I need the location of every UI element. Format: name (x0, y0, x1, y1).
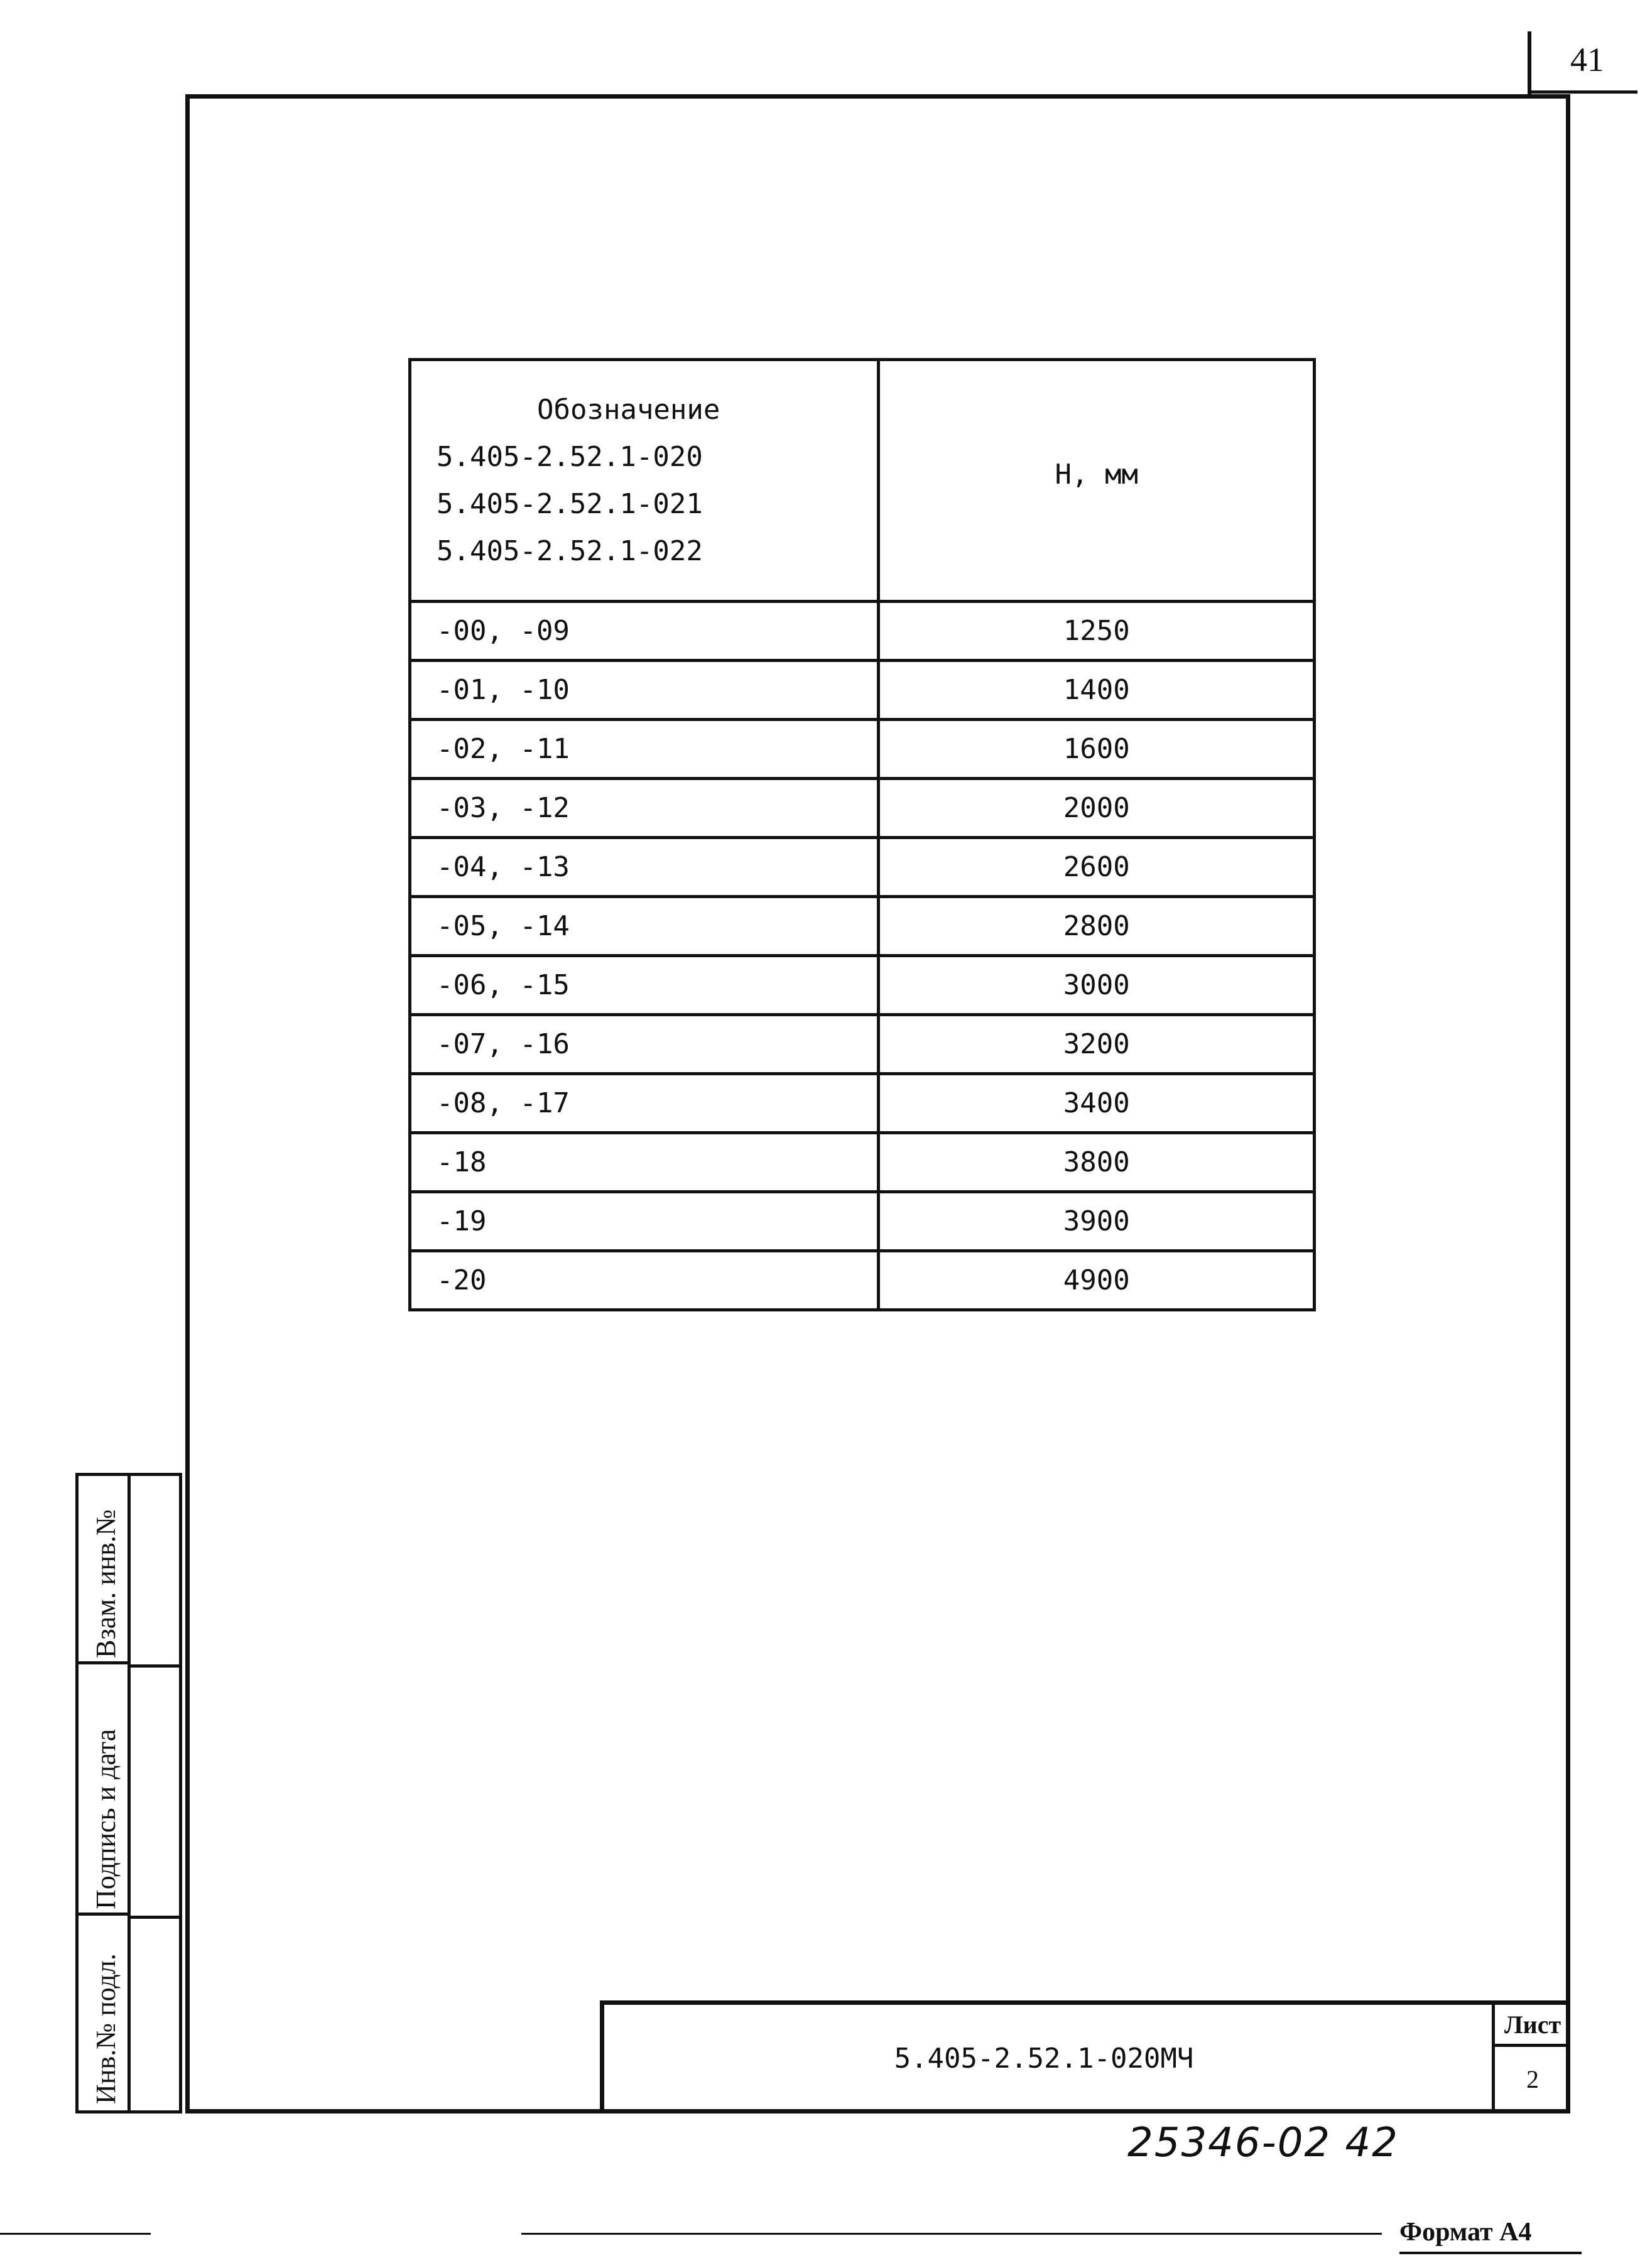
header-h-cell (879, 360, 1315, 602)
bottom-rule-left (0, 2233, 151, 2235)
h-value-cell: 2000 (879, 779, 1315, 838)
variant-cell: -19 (410, 1192, 879, 1251)
sheet-box-divider (1495, 2044, 1570, 2047)
sheet-box (1492, 2005, 1570, 2113)
top-right-tick (1528, 31, 1531, 94)
h-value-cell: 3200 (879, 1015, 1315, 1074)
table-row (410, 720, 1315, 779)
h-value-cell: 1600 (879, 720, 1315, 779)
header-designation-1: 5.405-2.52.1-020 (437, 441, 703, 473)
side-label-inv-original: Инв.№ подл. (90, 1953, 121, 2104)
header-designation-title: Обозначение (537, 394, 720, 426)
h-value-cell: 3400 (879, 1074, 1315, 1133)
h-value-cell: 1400 (879, 661, 1315, 720)
table-row (410, 602, 1315, 661)
side-seg-inv-original (79, 1916, 128, 2110)
variant-cell: -18 (410, 1133, 879, 1192)
variant-cell: -00, -09 (410, 602, 879, 661)
table-header-row (410, 360, 1315, 602)
h-value-cell: 2800 (879, 897, 1315, 956)
table-row (410, 1133, 1315, 1192)
spec-table (408, 358, 1316, 1311)
h-value-cell: 3800 (879, 1133, 1315, 1192)
table-row (410, 661, 1315, 720)
sheet-page-number: 41 (1570, 41, 1604, 79)
variant-cell: -08, -17 (410, 1074, 879, 1133)
side-stamp-divider-1 (131, 1664, 182, 1668)
format-label: Формат А4 (1399, 2218, 1532, 2247)
variant-cell: -04, -13 (410, 838, 879, 897)
sheet-number: 2 (1526, 2065, 1539, 2093)
top-right-rule (1528, 90, 1637, 94)
table-row (410, 897, 1315, 956)
variant-cell: -03, -12 (410, 779, 879, 838)
table-row (410, 956, 1315, 1015)
side-stamp (75, 1473, 182, 2113)
variant-cell: -01, -10 (410, 661, 879, 720)
h-value-cell: 3000 (879, 956, 1315, 1015)
variant-cell: -05, -14 (410, 897, 879, 956)
h-value-cell: 3900 (879, 1192, 1315, 1251)
table-row (410, 1251, 1315, 1310)
h-value-cell: 1250 (879, 602, 1315, 661)
side-stamp-label-column (79, 1476, 131, 2110)
table-row (410, 1192, 1315, 1251)
table-row (410, 779, 1315, 838)
side-seg-signature-date (79, 1664, 128, 1916)
side-seg-inv-replace (79, 1476, 128, 1664)
variant-cell: -20 (410, 1251, 879, 1310)
header-designation-3: 5.405-2.52.1-022 (437, 535, 703, 567)
variant-cell: -02, -11 (410, 720, 879, 779)
side-label-inv-replace: Взам. инв.№ (90, 1509, 121, 1658)
title-block (600, 2000, 1570, 2113)
variant-cell: -06, -15 (410, 956, 879, 1015)
header-h-label: Н, мм (1055, 458, 1138, 491)
h-value-cell: 4900 (879, 1251, 1315, 1310)
format-underline (1399, 2252, 1582, 2254)
header-designation-2: 5.405-2.52.1-021 (437, 488, 703, 520)
header-designation-cell (410, 360, 879, 602)
side-stamp-divider-2 (131, 1916, 182, 1919)
archive-number: 25346-02 42 (1127, 2120, 1399, 2166)
table-row (410, 1015, 1315, 1074)
table-row (410, 838, 1315, 897)
sheet-label: Лист (1504, 2010, 1561, 2039)
variant-cell: -07, -16 (410, 1015, 879, 1074)
document-code: 5.405-2.52.1-020МЧ (894, 2043, 1194, 2075)
h-value-cell: 2600 (879, 838, 1315, 897)
table-row (410, 1074, 1315, 1133)
bottom-rule-center (521, 2233, 1382, 2235)
side-label-signature-date: Подпись и дата (90, 1728, 121, 1909)
